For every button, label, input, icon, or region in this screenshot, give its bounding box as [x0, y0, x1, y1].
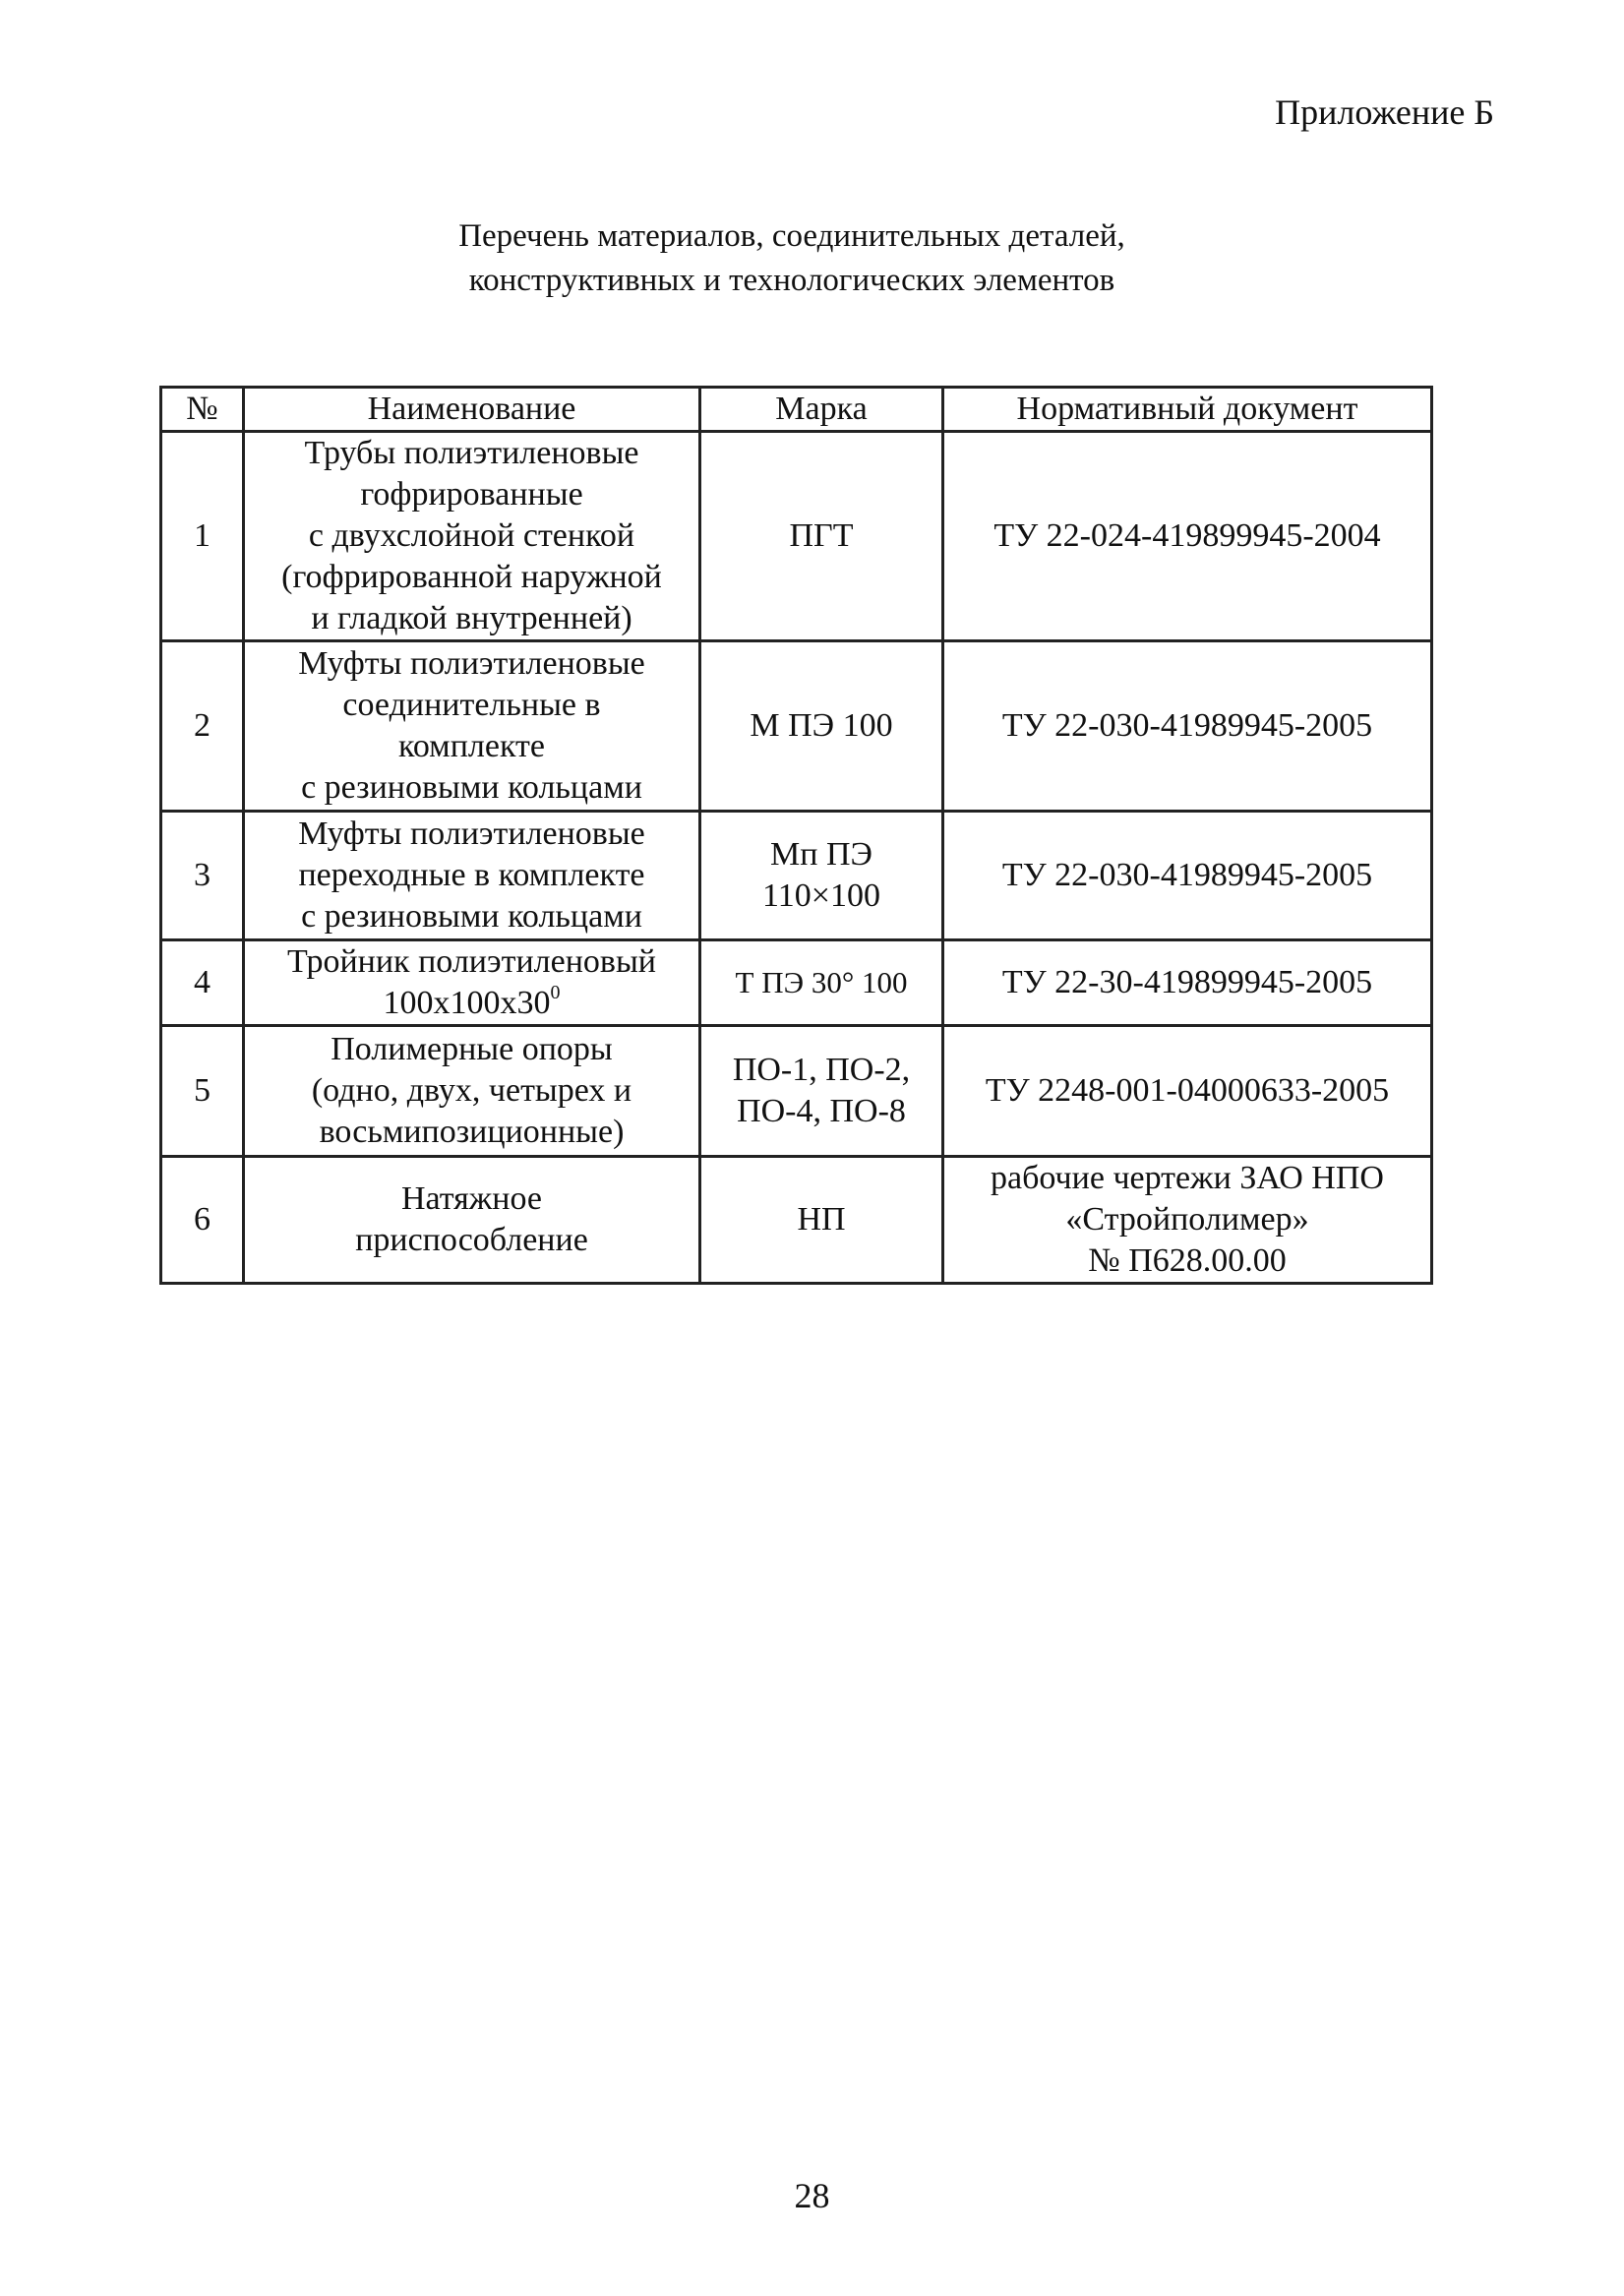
- cell-brand: ПО-1, ПО-2, ПО-4, ПО-8: [700, 1026, 943, 1157]
- cell-name-line-1: Тройник полиэтиленовый: [287, 943, 656, 980]
- header-brand: Марка: [700, 388, 943, 432]
- cell-name: Муфты полиэтиленовые переходные в комплекте с резиновыми кольцами: [244, 812, 700, 940]
- header-doc: Нормативный документ: [943, 388, 1432, 432]
- cell-doc: рабочие чертежи ЗАО НПО «Стройполимер» № П628.00.00: [943, 1157, 1432, 1284]
- cell-num: 4: [161, 940, 244, 1026]
- table-row: [161, 1157, 1432, 1284]
- table-header-row: [161, 388, 1432, 432]
- cell-name: Натяжное приспособление: [244, 1157, 700, 1284]
- cell-num: 2: [161, 641, 244, 812]
- cell-brand: Мп ПЭ 110×100: [700, 812, 943, 940]
- table-row: [161, 641, 1432, 812]
- cell-num: 1: [161, 432, 244, 641]
- materials-table: [159, 386, 1433, 1285]
- cell-doc: ТУ 22-024-419899945-2004: [943, 432, 1432, 641]
- table-row: [161, 940, 1432, 1026]
- cell-name: [244, 940, 700, 1026]
- cell-brand: ПГТ: [700, 432, 943, 641]
- title-line-2: конструктивных и технологических элементов: [468, 263, 1115, 298]
- table-row: [161, 1026, 1432, 1157]
- cell-num: 5: [161, 1026, 244, 1157]
- cell-doc: ТУ 22-030-41989945-2005: [943, 812, 1432, 940]
- title-line-1: Перечень материалов, соединительных деталей,: [458, 218, 1125, 254]
- cell-brand: Т ПЭ 30° 100: [700, 940, 943, 1026]
- table-row: [161, 812, 1432, 940]
- cell-brand: НП: [700, 1157, 943, 1284]
- cell-doc: ТУ 2248-001-04000633-2005: [943, 1026, 1432, 1157]
- cell-name: Трубы полиэтиленовые гофрированные с двухслойной стенкой (гофрированной наружной и гладкой внутренней): [244, 432, 700, 641]
- header-name: Наименование: [244, 388, 700, 432]
- document-title: [325, 214, 1259, 303]
- cell-name: Полимерные опоры (одно, двух, четырех и восьмипозиционные): [244, 1026, 700, 1157]
- cell-num: 3: [161, 812, 244, 940]
- cell-name: Муфты полиэтиленовые соединительные в комплекте с резиновыми кольцами: [244, 641, 700, 812]
- table-row: [161, 432, 1432, 641]
- header-num: №: [161, 388, 244, 432]
- cell-brand: М ПЭ 100: [700, 641, 943, 812]
- cell-doc: ТУ 22-030-41989945-2005: [943, 641, 1432, 812]
- appendix-label: Приложение Б: [1275, 92, 1494, 132]
- degree-superscript: 0: [550, 982, 561, 1003]
- page-number: 28: [794, 2176, 830, 2215]
- cell-num: 6: [161, 1157, 244, 1284]
- cell-doc: ТУ 22-30-419899945-2005: [943, 940, 1432, 1026]
- cell-name-line-2: 100x100x30: [383, 985, 551, 1021]
